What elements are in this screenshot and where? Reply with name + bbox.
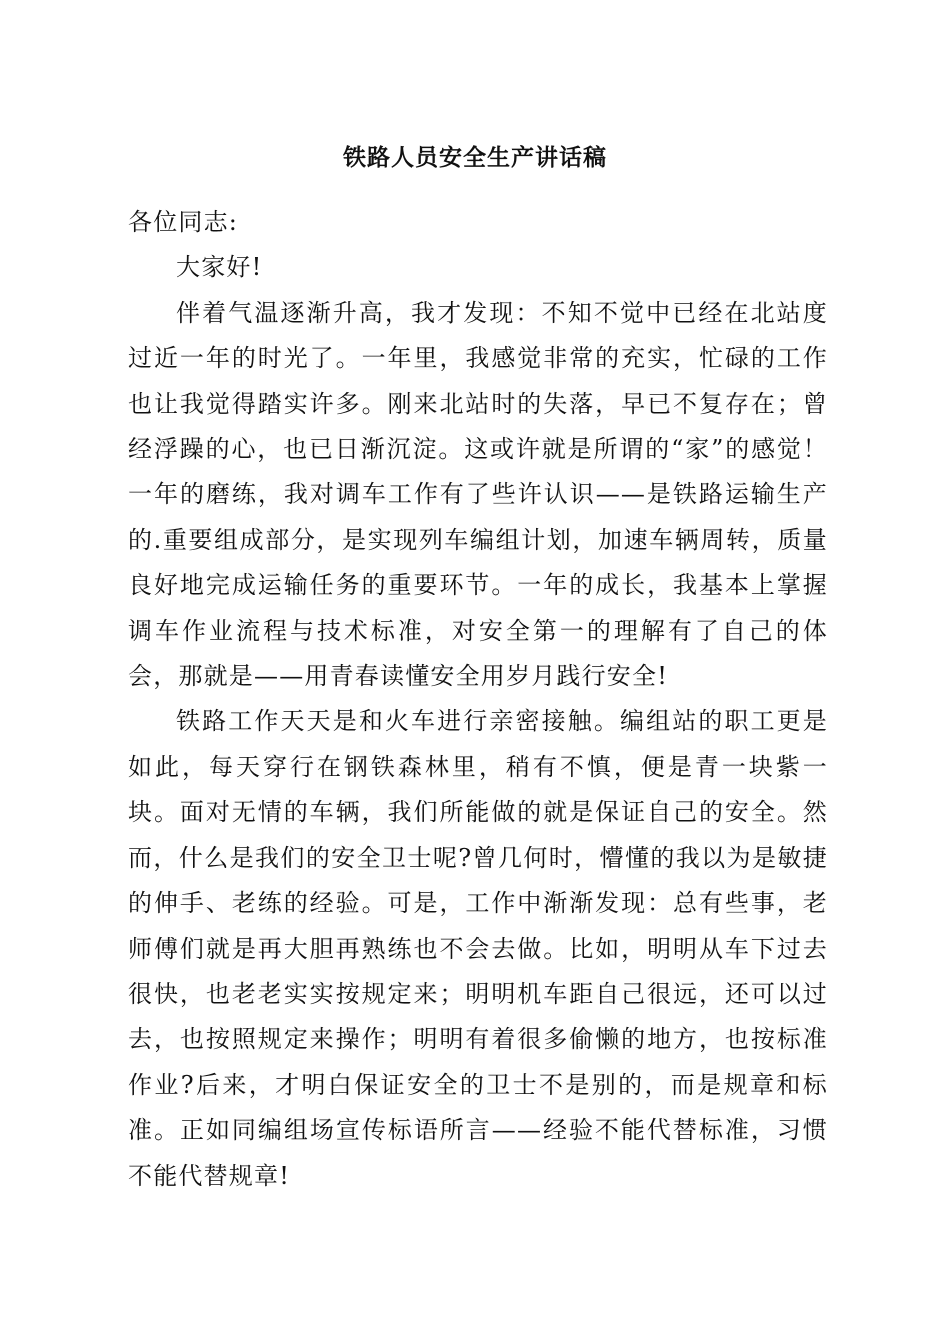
salutation: 各位同志:: [128, 208, 239, 236]
document-body: [128, 200, 828, 1199]
paragraph-safety-rules: 铁路工作天天是和火车进行亲密接触。编组站的职工更是如此，每天穿行在钢铁森林里，稍有不慎，便是青一块紫一块。面对无情的车辆，我们所能做的就是保证自己的安全。然而，什么是我们的安全卫士呢?曾几何时，懵懂的我以为是敏捷的伸手、老练的经验。可是，工作中渐渐发现：总有些事，老师傅们就是再大胆再熟练也不会去做。比如，明明从车下过去很快，也老老实实按规定来；明明机车距自己很远，还可以过去，也按照规定来操作；明明有着很多偷懒的地方，也按标准作业?后来，才明白保证安全的卫士不是别的，而是规章和标准。正如同编组场宣传标语所言——经验不能代替标准，习惯不能代替规章!: [128, 707, 828, 1190]
document-title: 铁路人员安全生产讲话稿: [343, 144, 607, 171]
paragraph-one-year-reflection: 伴着气温逐渐升高，我才发现：不知不觉中已经在北站度过近一年的时光了。一年里，我感觉非常的充实，忙碌的工作也让我觉得踏实许多。刚来北站时的失落，早已不复存在；曾经浮躁的心，也已日渐沉淀。这或许就是所谓的“家”的感觉！一年的磨练，我对调车工作有了些许认识——是铁路运输生产的.重要组成部分，是实现列车编组计划，加速车辆周转，质量良好地完成运输任务的重要环节。一年的成长，我基本上掌握调车作业流程与技术标准，对安全第一的理解有了自己的体会，那就是——用青春读懂安全用岁月践行安全!: [128, 298, 828, 691]
paragraph-greeting: 大家好!: [176, 253, 263, 282]
